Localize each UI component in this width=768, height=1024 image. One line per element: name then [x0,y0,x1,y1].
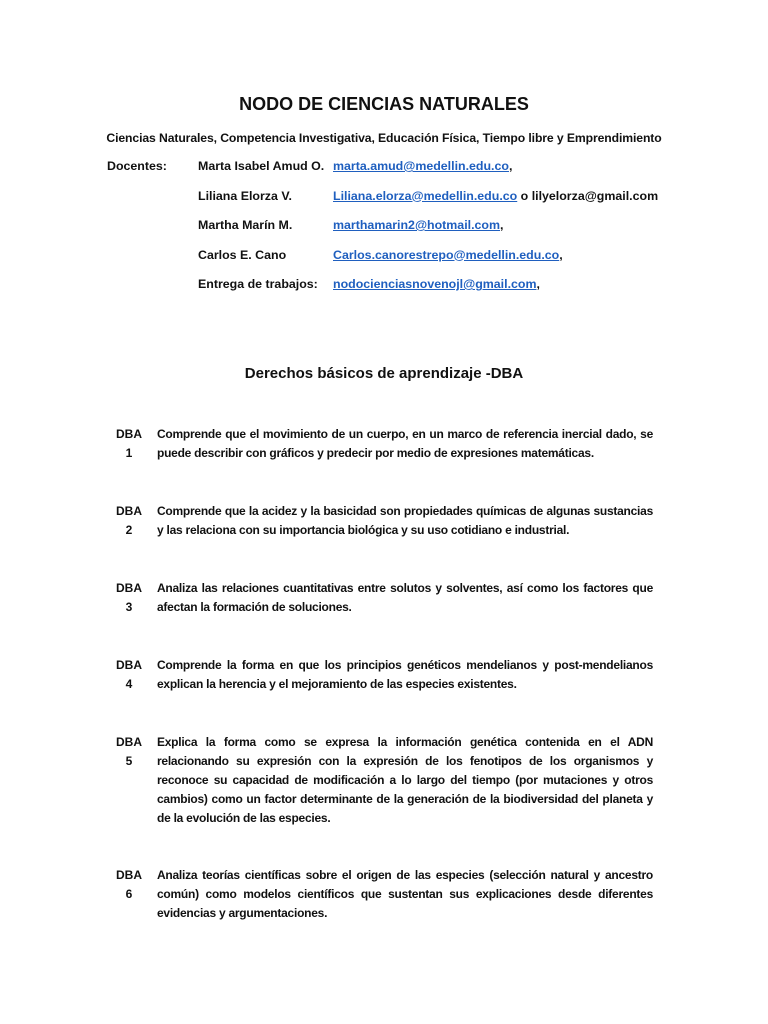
staff-name: Martha Marín M. [198,218,293,232]
dba-label [110,656,148,694]
staff-contact [333,218,503,232]
staff-contact [333,159,512,173]
dba-tag: DBA [116,735,142,749]
page-title: NODO DE CIENCIAS NATURALES [239,94,529,114]
dba-text: Analiza las relaciones cuantitativas entre solutos y solventes, así como los factores que afectan la formación de soluciones. [157,581,653,614]
email-link[interactable]: marthamarin2@hotmail.com [333,218,501,232]
staff-row [107,189,707,219]
staff-row [107,248,707,278]
dba-label [110,502,148,540]
dba-tag: DBA [116,504,142,518]
dba-label [110,733,148,771]
dba-number: 4 [125,677,133,691]
dba-number: 3 [125,600,133,614]
staff-contact [333,189,658,203]
dba-heading: Derechos básicos de aprendizaje -DBA [244,365,524,382]
contact-suffix: , [559,247,563,262]
email-link[interactable]: marta.amud@medellin.edu.co [333,159,509,173]
contact-suffix: , [508,159,513,173]
staff-name: Carlos E. Cano [198,247,287,262]
email-link[interactable]: nodocienciasnovenojl@gmail.com [333,277,537,291]
dba-text: Comprende que la acidez y la basicidad son propiedades químicas de algunas sustancias y las relaciona con su importancia biológica y su uso cotidiano e industrial. [157,504,653,537]
dba-number: 6 [125,887,133,901]
contact-suffix: , [536,277,540,291]
dba-number: 1 [125,446,133,460]
dba-label [110,425,148,463]
dba-text: Explica la forma como se expresa la información genética contenida en el ADN relacionando su expresión con la expresión de los fenotipos de los organismos y reconoce su capacidad de modificación a lo largo del tiempo (por mutaciones y otros cambios) como un factor determinante de la generación de la biodiversidad del planeta y de la evolución de las especies. [157,735,653,825]
staff-list [107,159,707,307]
dba-text: Comprende que el movimiento de un cuerpo, en un marco de referencia inercial dado, se puede describir con gráficos y predecir por medio de expresiones matemáticas. [157,427,653,460]
contact-suffix: , [500,218,504,232]
staff-row [107,159,707,189]
staff-row [107,277,707,307]
staff-name: Liliana Elorza V. [198,188,292,203]
dba-tag: DBA [116,658,142,672]
staff-contact [333,248,563,262]
email-link[interactable]: Carlos.canorestrepo@medellin.edu.co [333,247,560,262]
email-link[interactable]: Liliana.elorza@medellin.edu.co [333,188,518,203]
dba-number: 2 [125,523,133,537]
dba-tag: DBA [116,581,142,595]
staff-name: Marta Isabel Amud O. [198,159,325,173]
dba-label [110,866,148,904]
dba-label [110,579,148,617]
dba-text: Comprende la forma en que los principios genéticos mendelianos y post-mendelianos explican la herencia y el mejoramiento de las especies existentes. [157,658,653,691]
staff-contact [333,277,540,291]
dba-number: 5 [125,754,133,768]
staff-row [107,218,707,248]
staff-label: Docentes: [107,159,167,173]
dba-text: Analiza teorías científicas sobre el origen de las especies (selección natural y ancestro común) como modelos científicos que sustentan sus explicaciones desde diferentes evidencias y argumentaciones. [157,868,653,920]
contact-suffix: o lilyelorza@gmail.com [517,188,659,203]
dba-tag: DBA [116,868,142,882]
dba-tag: DBA [116,427,142,441]
staff-name: Entrega de trabajos: [198,277,318,291]
page-subtitle: Ciencias Naturales, Competencia Investigativa, Educación Física, Tiempo libre y Emprendimiento [106,131,662,145]
